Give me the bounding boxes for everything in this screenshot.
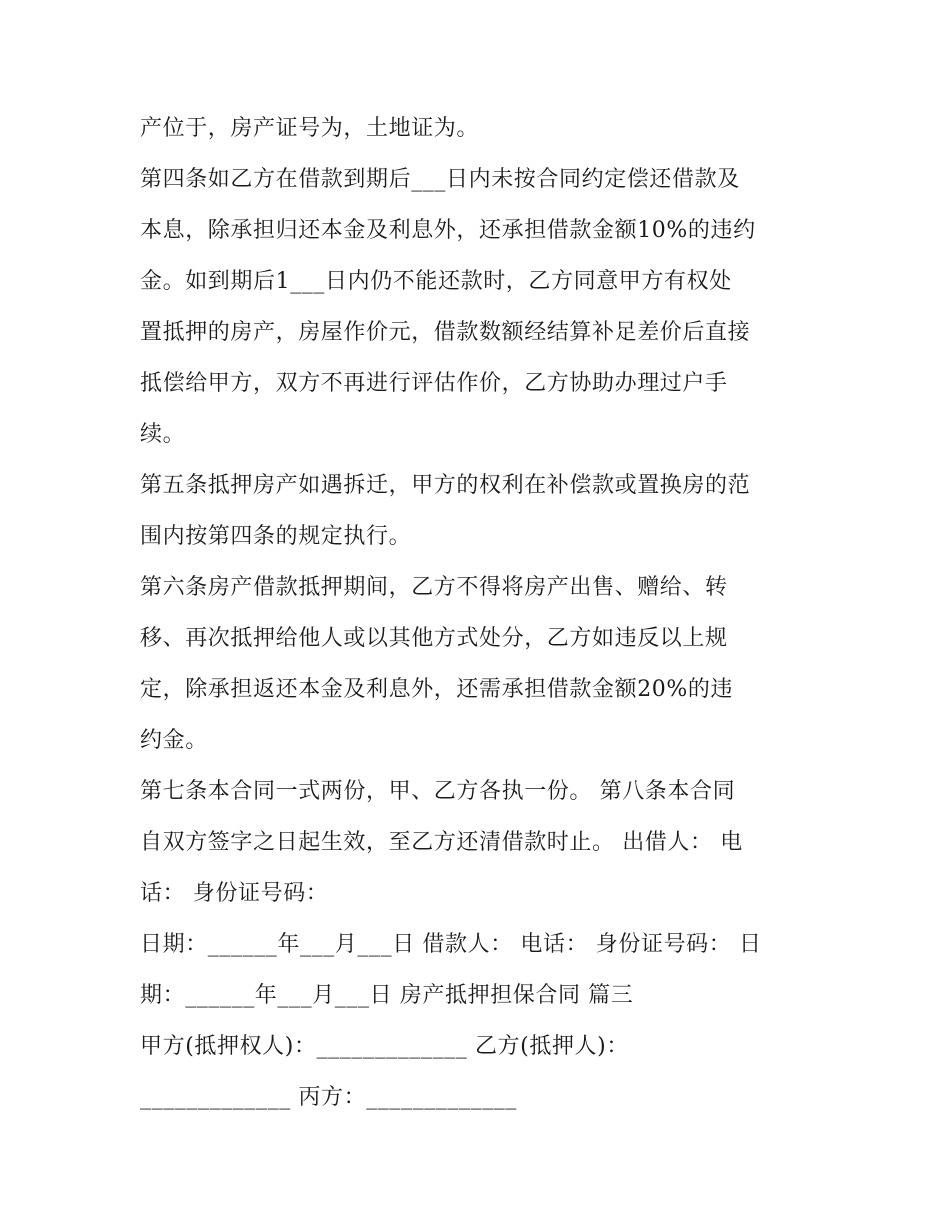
text-line: 自双方签字之日起生效，至乙方还清借款时止。 出借人： 电	[140, 830, 743, 855]
text-line: 日期：______年___月___日 借款人： 电话： 身份证号码： 日	[140, 932, 762, 957]
text-line: _____________ 丙方：_____________	[140, 1085, 517, 1110]
text-line: 甲方(抵押权人)：_____________ 乙方(抵押人)：	[140, 1034, 629, 1059]
text-line: 续。	[140, 422, 186, 447]
text-line: 第六条房产借款抵押期间，乙方不得将房产出售、赠给、转	[140, 575, 728, 600]
text-line: 约金。	[140, 728, 208, 753]
text-line: 期：______年___月___日 房产抵押担保合同 篇三	[140, 983, 634, 1008]
text-line: 抵偿给甲方，双方不再进行评估作价，乙方协助办理过户手	[140, 371, 728, 396]
text-line: 移、再次抵押给他人或以其他方式处分，乙方如违反以上规	[140, 626, 728, 651]
text-line: 本息，除承担归还本金及利息外，还承担借款金额10%的违约	[140, 218, 756, 243]
document-body	[140, 103, 820, 1123]
text-line: 定，除承担返还本金及利息外，还需承担借款金额20%的违	[140, 677, 734, 702]
text-line: 第七条本合同一式两份，甲、乙方各执一份。 第八条本合同	[140, 779, 736, 804]
text-line: 围内按第四条的规定执行。	[140, 524, 412, 549]
text-line: 第四条如乙方在借款到期后___日内未按合同约定偿还借款及	[140, 167, 740, 192]
text-line: 第五条抵押房产如遇拆迁，甲方的权利在补偿款或置换房的范	[140, 473, 751, 498]
text-line: 话： 身份证号码：	[140, 881, 329, 906]
text-line: 金。如到期后1___日内仍不能还款时，乙方同意甲方有权处	[140, 269, 732, 294]
text-line: 置抵押的房产，房屋作价元，借款数额经结算补足差价后直接	[140, 320, 751, 345]
text-line: 产位于，房产证号为，土地证为。	[140, 116, 480, 141]
